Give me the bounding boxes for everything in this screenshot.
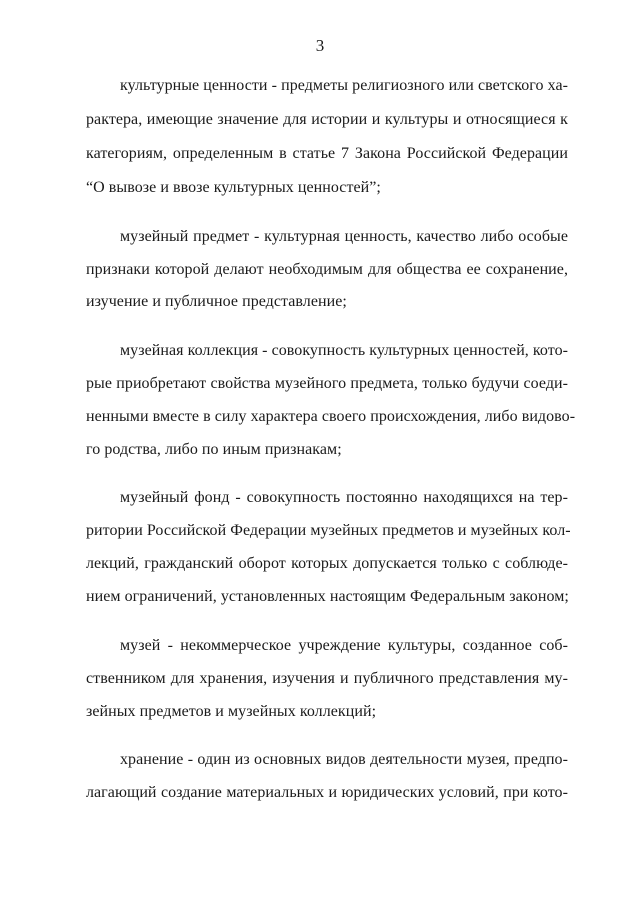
paragraph-2-line-3: изучение и публичное представление; [86, 293, 347, 310]
paragraph-1-line-1: культурные ценности - предметы религиозного или светского ха- [120, 77, 568, 94]
paragraph-5-line-3: зейных предметов и музейных коллекций; [86, 703, 377, 720]
paragraph-3-line-1: музейная коллекция - совокупность культурных ценностей, кото- [120, 342, 569, 359]
paragraph-3-line-3: ненными вместе в силу характера своего происхождения, либо видово- [86, 408, 576, 425]
paragraph-2-line-2: признаки которой делают необходимым для общества ее сохранение, [86, 261, 568, 278]
paragraph-5-line-2: ственником для хранения, изучения и публичного представления му- [86, 670, 568, 687]
paragraph-1-line-3: категориям, определенным в статье 7 Закона Российской Федерации [86, 145, 568, 162]
paragraph-4-line-4: нием ограничений, установленных настоящим Федеральным законом; [86, 588, 569, 605]
paragraph-2-line-1: музейный предмет - культурная ценность, качество либо особые [120, 228, 568, 245]
paragraph-3-line-2: рые приобретают свойства музейного предмета, только будучи соеди- [86, 375, 568, 392]
paragraph-6-line-1: хранение - один из основных видов деятельности музея, предпо- [120, 751, 568, 768]
paragraph-1-line-2: рактера, имеющие значение для истории и культуры и относящиеся к [86, 111, 568, 128]
paragraph-6-line-2: лагающий создание материальных и юридических условий, при кото- [86, 784, 568, 801]
paragraph-5-line-1: музей - некоммерческое учреждение культуры, созданное соб- [120, 637, 568, 654]
page-number: 3 [315, 36, 325, 55]
paragraph-4-line-3: лекций, гражданский оборот которых допускается только с соблюде- [86, 555, 568, 572]
paragraph-4-line-2: ритории Российской Федерации музейных предметов и музейных кол- [86, 522, 571, 539]
paragraph-4-line-1: музейный фонд - совокупность постоянно находящихся на тер- [120, 489, 568, 506]
paragraph-1-line-4: “О вывозе и ввозе культурных ценностей”; [86, 179, 381, 196]
paragraph-3-line-4: го родства, либо по иным признакам; [86, 441, 342, 458]
